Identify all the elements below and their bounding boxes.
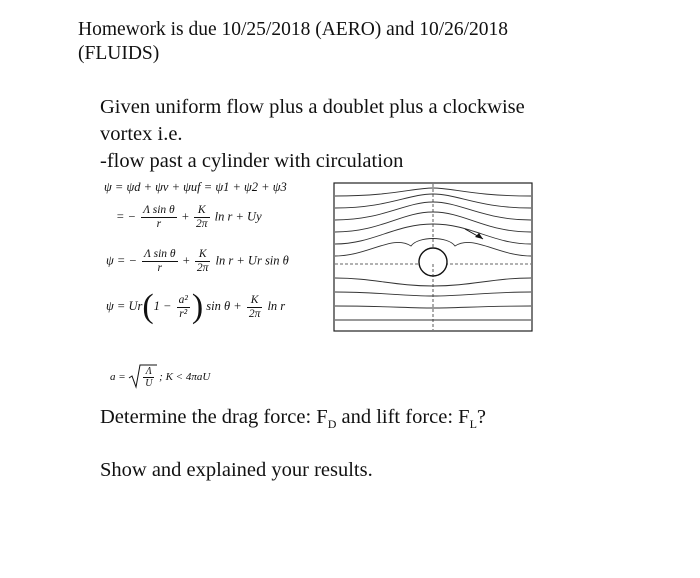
eq2-fraction-doublet [141, 204, 177, 231]
course-line: (FLUIDS) [78, 43, 160, 64]
eq5-lead: a = [110, 371, 126, 384]
eq4-close-paren: ) [191, 288, 204, 325]
equation-stream-expanded [116, 204, 262, 231]
eq2-den2: 2π [196, 218, 208, 230]
eq5-den: U [145, 378, 153, 389]
drag-lift-prefix: Determine the drag force: F [100, 406, 328, 428]
eq4-num1: a² [178, 293, 188, 306]
question-drag-lift [100, 406, 486, 432]
problem-statement [100, 94, 690, 175]
eq4-fraction-radius [177, 294, 190, 321]
eq2-num1: Λ sin θ [143, 204, 175, 216]
eq4-num2: K [247, 294, 263, 308]
question-explain: Show and explained your results. [100, 459, 373, 481]
homework-header [78, 18, 678, 66]
eq4-lead: ψ = Ur [106, 298, 143, 313]
problem-line-2: vortex i.e. [100, 123, 183, 145]
eq3-fraction-doublet [142, 248, 178, 275]
equation-stream-cylinder [106, 288, 286, 325]
equation-stream-sum: ψ = ψd + ψv + ψuf = ψ1 + ψ2 + ψ3 [104, 180, 287, 194]
eq2-lead: = − [116, 209, 136, 224]
eq5-fraction [143, 366, 154, 389]
eq3-fraction-vortex [195, 248, 211, 275]
eq4-tail: ln r [267, 298, 286, 313]
eq3-tail: ln r + Ur sin θ [215, 253, 289, 268]
equation-stream-polar [106, 248, 289, 275]
eq4-open-paren: ( [142, 288, 154, 325]
eq3-den1: r [157, 262, 163, 274]
eq4-mid: sin θ + [206, 298, 242, 313]
problem-line-1: Given uniform flow plus a doublet plus a clockwise [100, 96, 525, 118]
eq2-den1: r [156, 218, 162, 230]
due-date-line: Homework is due 10/25/2018 (AERO) and 10/26/2018 [78, 19, 509, 40]
eq3-num1: Λ sin θ [144, 248, 176, 260]
eq2-num2: K [194, 204, 210, 218]
eq5-tail: ; K < 4πaU [159, 371, 211, 384]
eq2-plus: + [181, 209, 189, 224]
eq4-one: 1 − [153, 298, 172, 313]
drag-lift-suffix: ? [476, 406, 487, 428]
eq4-den2: 2π [248, 307, 261, 320]
eq3-num2: K [195, 248, 211, 262]
drag-subscript: D [327, 417, 337, 432]
eq2-tail: ln r + Uy [214, 209, 262, 224]
eq2-fraction-vortex [194, 204, 210, 231]
cylinder-flow-figure [333, 182, 533, 332]
equation-radius-condition [110, 363, 210, 392]
problem-line-3: -flow past a cylinder with circulation [100, 150, 404, 172]
lift-subscript: L [469, 417, 477, 432]
drag-lift-mid: and lift force: F [336, 406, 470, 428]
eq4-den1: r² [179, 307, 188, 320]
eq3-lead: ψ = − [106, 253, 137, 268]
eq3-den2: 2π [196, 262, 209, 274]
eq3-plus: + [182, 253, 190, 268]
eq5-num: Λ [143, 366, 154, 378]
eq4-fraction-vortex [247, 294, 263, 321]
